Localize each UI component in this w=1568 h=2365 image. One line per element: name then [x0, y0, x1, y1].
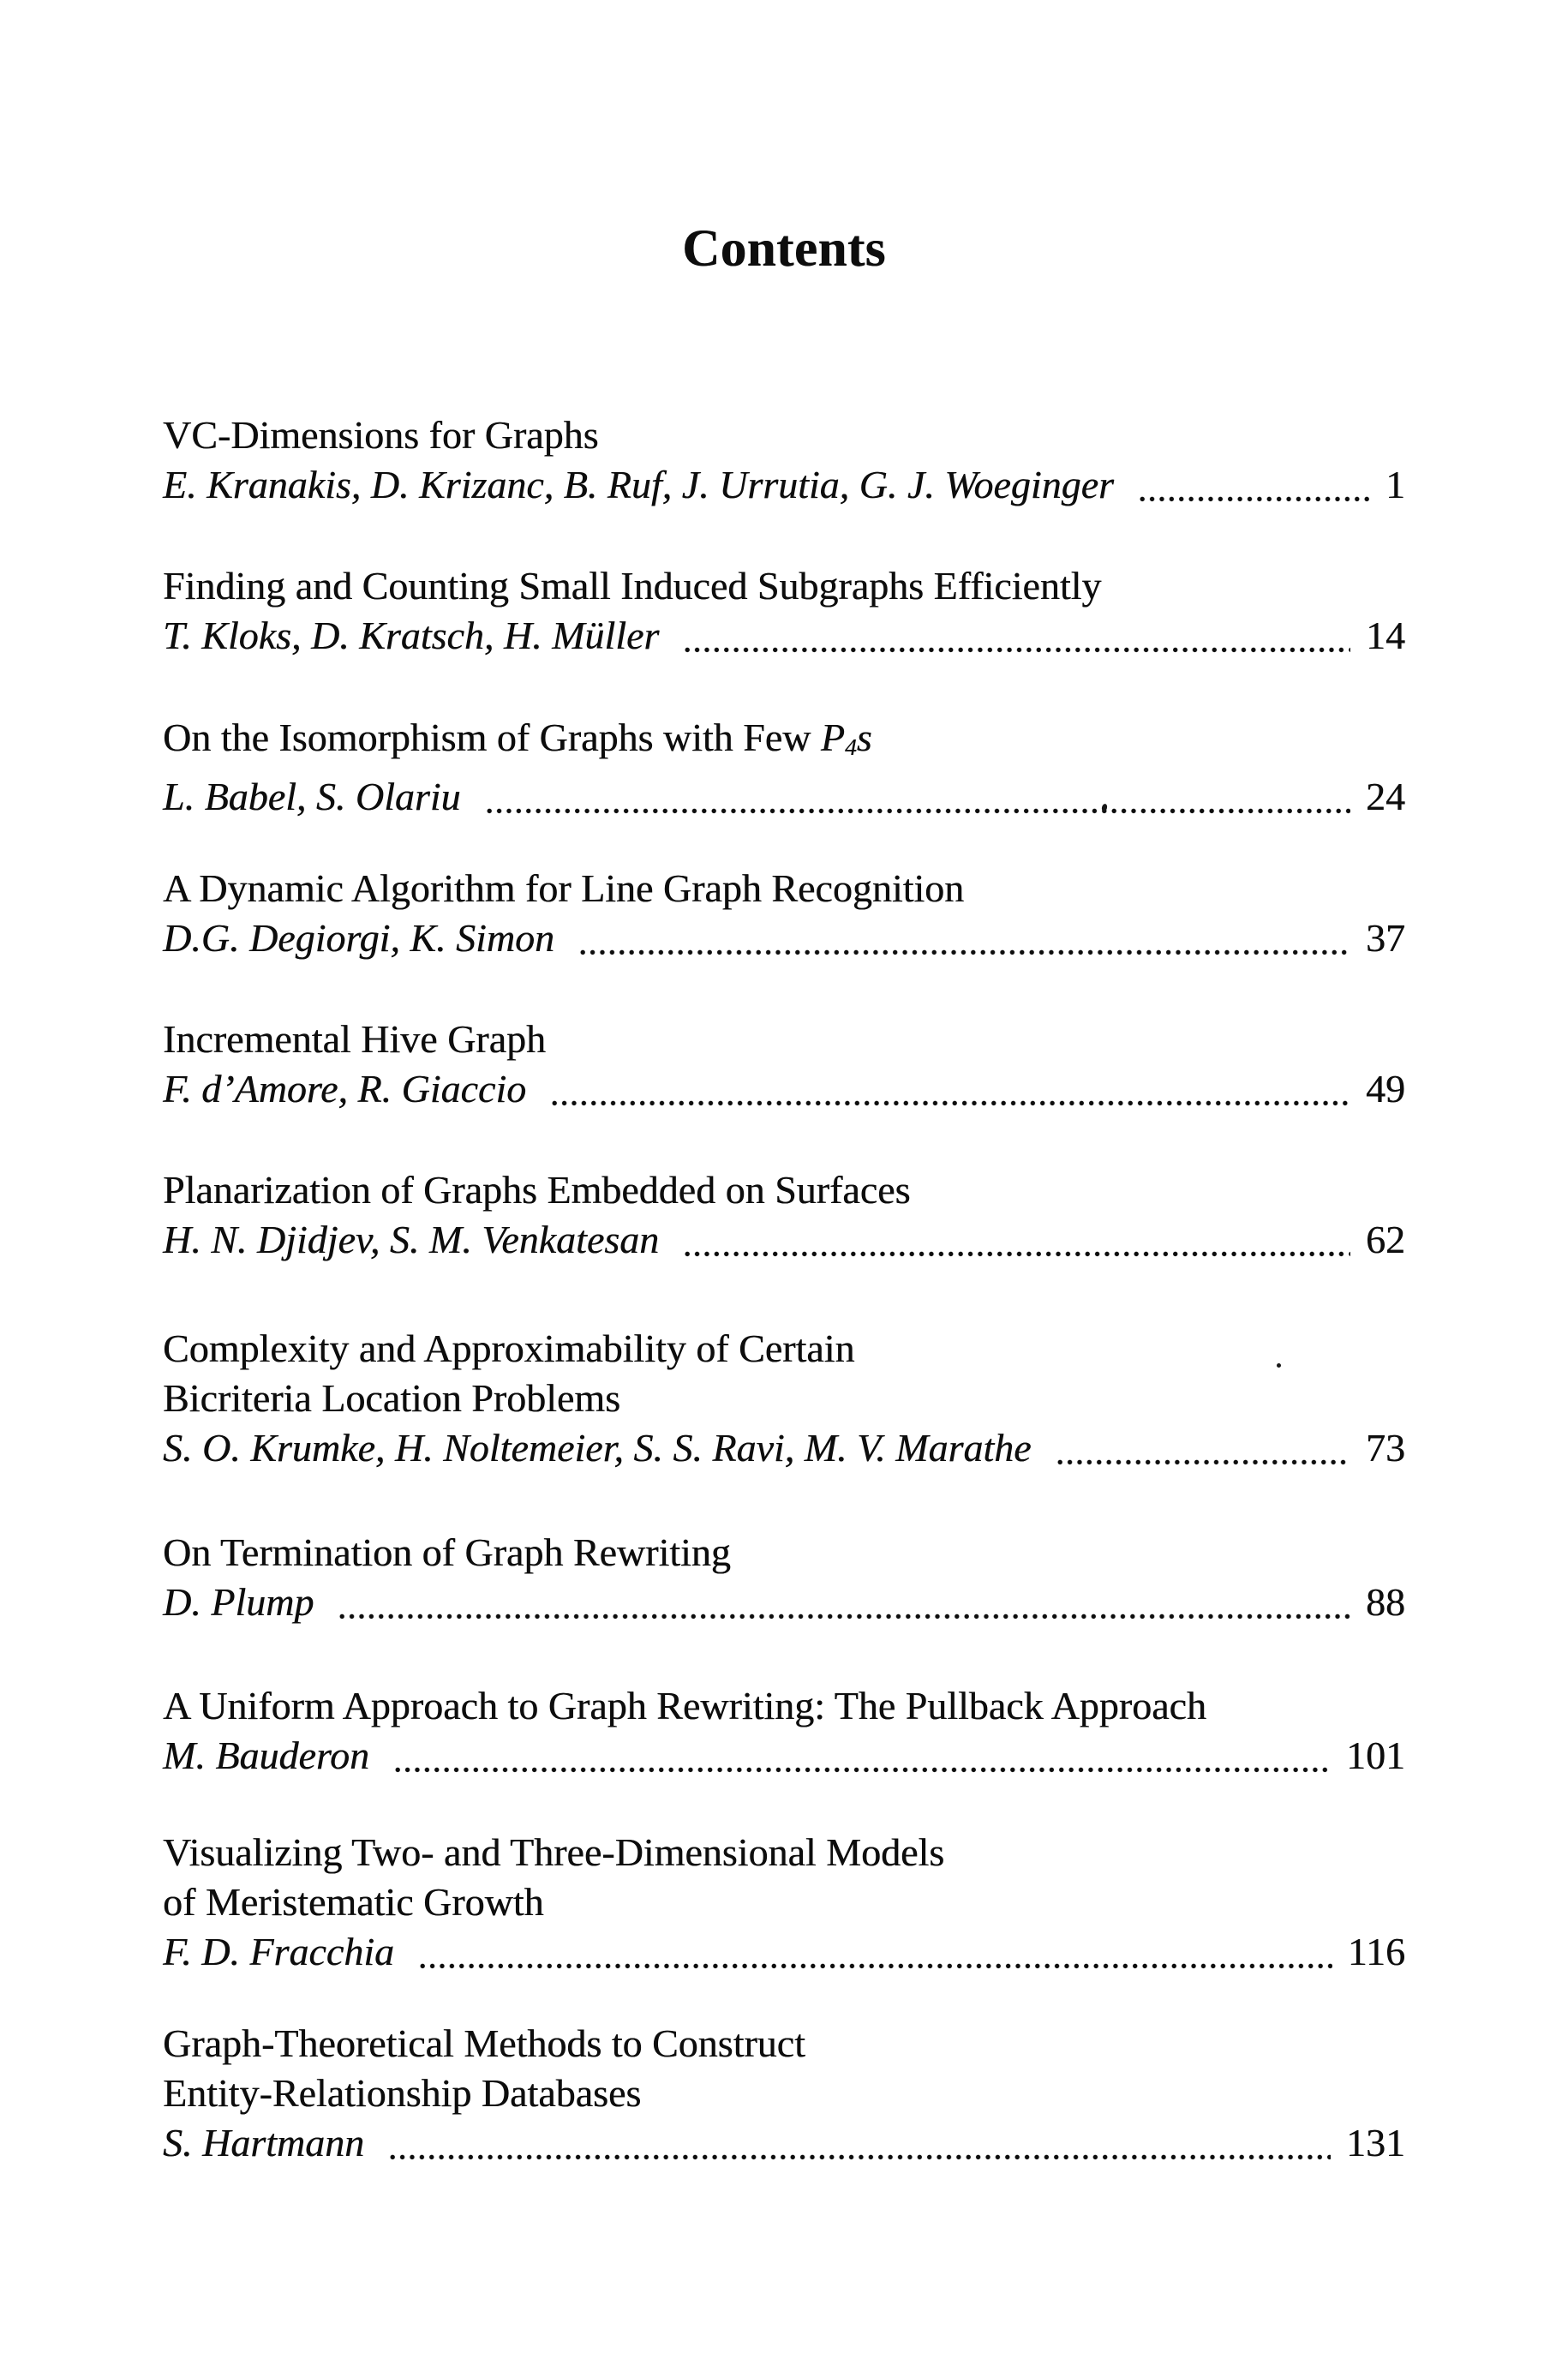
- entry-authors: S. O. Krumke, H. Noltemeier, S. S. Ravi, M. V. Marathe: [163, 1426, 1032, 1470]
- entry-title-line: Entity-Relationship Databases: [163, 2071, 642, 2115]
- page-number: 101: [1346, 1733, 1405, 1777]
- entry-title-line: A Uniform Approach to Graph Rewriting: The Pullback Approach: [163, 1684, 1206, 1727]
- dot-leader: [1032, 1423, 1364, 1473]
- entry-authors: F. d’Amore, R. Giaccio: [163, 1067, 527, 1111]
- entry-authors: H. N. Djidjev, S. M. Venkatesan: [163, 1218, 660, 1261]
- scan-speck: [1277, 1363, 1281, 1368]
- page-number: 49: [1366, 1067, 1405, 1111]
- entry-authors: S. Hartmann: [163, 2121, 365, 2164]
- toc-entry: [163, 1681, 1405, 1781]
- dot-leader: [1114, 460, 1384, 510]
- toc-entry: [163, 561, 1405, 661]
- page-number: 37: [1366, 916, 1405, 960]
- toc-entry: [163, 1165, 1405, 1265]
- entry-authors: M. Bauderon: [163, 1733, 370, 1777]
- page-number: 116: [1347, 1930, 1405, 1973]
- dot-leader: [394, 1927, 1346, 1977]
- dot-leader: [526, 1064, 1364, 1114]
- entry-authors: D. Plump: [163, 1580, 314, 1624]
- dot-leader: [364, 2118, 1344, 2168]
- entry-authors: T. Kloks, D. Kratsch, H. Müller: [163, 614, 660, 657]
- dot-leader: [369, 1731, 1344, 1781]
- entry-title-line: A Dynamic Algorithm for Line Graph Recognition: [163, 866, 965, 910]
- entry-authors: D.G. Degiorgi, K. Simon: [163, 916, 555, 960]
- entry-authors: F. D. Fracchia: [163, 1930, 395, 1973]
- toc-entry: [163, 410, 1405, 510]
- toc-entry: [163, 864, 1405, 963]
- page-number: 62: [1366, 1218, 1405, 1261]
- dot-leader: [659, 611, 1364, 661]
- entry-authors: L. Babel, S. Olariu: [163, 774, 461, 818]
- entry-title-math-suffix: s: [856, 715, 872, 759]
- toc-entry: [163, 1015, 1405, 1114]
- entry-title-line: of Meristematic Growth: [163, 1880, 544, 1924]
- toc-entry: [163, 1528, 1405, 1627]
- entry-title-line: Finding and Counting Small Induced Subgraphs Efficiently: [163, 564, 1102, 608]
- entry-title-line: Graph-Theoretical Methods to Construct: [163, 2021, 805, 2065]
- page-number: 1: [1385, 463, 1405, 506]
- entry-title-subscript: 4: [844, 733, 857, 760]
- page-number: 88: [1366, 1580, 1405, 1624]
- dot-leader: [461, 772, 1364, 822]
- toc-entry: [163, 713, 1405, 822]
- dot-leader: [314, 1578, 1364, 1627]
- page-number: 73: [1366, 1426, 1405, 1470]
- entry-title-math-var: P: [820, 715, 845, 759]
- entry-title-line: Bicriteria Location Problems: [163, 1376, 620, 1420]
- page-title: Contents: [682, 220, 886, 278]
- entry-title-line: VC-Dimensions for Graphs: [163, 413, 599, 457]
- page-number: 24: [1366, 774, 1405, 818]
- entry-title-line: Visualizing Two- and Three-Dimensional Models: [163, 1830, 945, 1874]
- entry-authors: E. Kranakis, D. Krizanc, B. Ruf, J. Urrutia, G. J. Woeginger: [163, 463, 1114, 506]
- entry-title-line: On Termination of Graph Rewriting: [163, 1530, 731, 1574]
- entry-title-text: On the Isomorphism of Graphs with Few: [163, 715, 821, 759]
- dot-leader: [659, 1215, 1364, 1265]
- page-number: 14: [1366, 614, 1405, 657]
- toc-entry: [163, 1324, 1405, 1473]
- page-number: 131: [1346, 2121, 1405, 2164]
- entry-title-line: [163, 713, 1405, 772]
- entry-title-line: Planarization of Graphs Embedded on Surfaces: [163, 1168, 911, 1212]
- entry-title-line: Complexity and Approximability of Certain: [163, 1326, 855, 1370]
- toc-entry: [163, 1828, 1405, 1977]
- toc-entry: [163, 2019, 1405, 2168]
- entry-title-line: Incremental Hive Graph: [163, 1017, 547, 1061]
- dot-leader: [554, 913, 1364, 963]
